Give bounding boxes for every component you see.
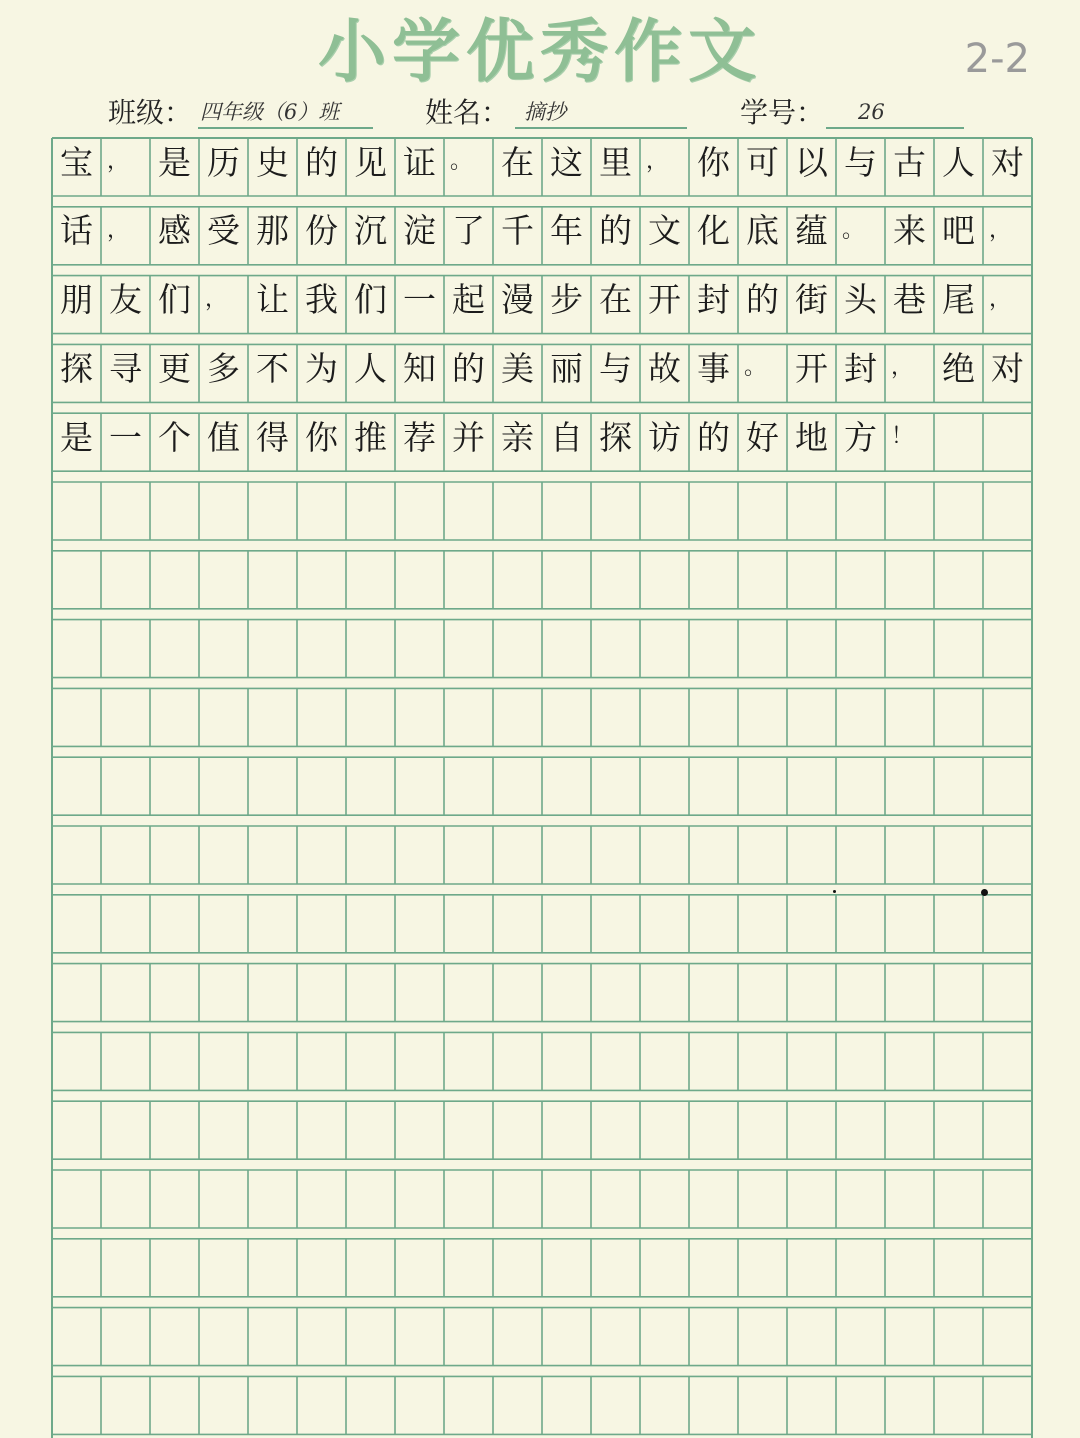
essay-character: 来 <box>893 211 926 251</box>
essay-character: 的 <box>305 142 338 182</box>
essay-character: 起 <box>452 280 485 320</box>
essay-line <box>52 133 1032 191</box>
essay-line <box>52 339 1032 397</box>
essay-character: 的 <box>746 280 779 320</box>
essay-line <box>52 271 1032 329</box>
page-number: 2-2 <box>964 36 1030 82</box>
essay-character: 们 <box>354 280 387 320</box>
essay-character: 方 <box>844 417 877 457</box>
essay-character: 话 <box>60 211 93 251</box>
essay-character: 人 <box>942 142 975 182</box>
name-label: 姓名： <box>425 96 510 129</box>
essay-character: 步 <box>550 280 583 320</box>
essay-character: 在 <box>599 280 632 320</box>
essay-character: 街 <box>795 280 828 320</box>
essay-character: 寻 <box>109 348 142 388</box>
essay-character: 不 <box>256 348 289 388</box>
essay-line <box>52 408 1032 466</box>
essay-character: 古 <box>893 142 926 182</box>
essay-character: 。 <box>450 149 473 174</box>
essay-character: 年 <box>550 211 583 251</box>
essay-character: 友 <box>109 280 142 320</box>
essay-character: 份 <box>305 211 338 251</box>
essay-character: 感 <box>158 211 191 251</box>
essay-character: 访 <box>648 417 681 457</box>
essay-character: 证 <box>403 142 436 182</box>
essay-character: 地 <box>795 417 828 457</box>
essay-character: 让 <box>256 280 289 320</box>
essay-character: 吧 <box>942 211 975 251</box>
essay-character: 推 <box>354 417 387 457</box>
essay-character: 一 <box>109 417 142 457</box>
essay-character: 化 <box>697 211 730 251</box>
essay-character: 。 <box>744 355 767 381</box>
class-label: 班级： <box>108 96 193 129</box>
essay-character: 得 <box>256 417 289 457</box>
essay-character: 受 <box>207 211 240 251</box>
essay-character: 为 <box>305 348 338 388</box>
essay-character: 蕴 <box>795 211 828 251</box>
essay-character: 这 <box>550 142 583 182</box>
essay-character: 事 <box>697 348 730 388</box>
essay-character: 封 <box>844 348 877 388</box>
essay-character: 我 <box>305 280 338 320</box>
essay-character: 丽 <box>550 348 583 388</box>
essay-character: 一 <box>403 280 436 320</box>
essay-character: 漫 <box>501 280 534 320</box>
essay-character: ！ <box>891 424 914 450</box>
essay-character: 可 <box>746 142 779 182</box>
essay-character: 史 <box>256 142 289 182</box>
essay-character: 以 <box>795 142 828 182</box>
ink-dot <box>981 889 988 896</box>
essay-character: 在 <box>501 142 534 182</box>
essay-character: 探 <box>599 417 632 457</box>
essay-character: 美 <box>501 348 534 388</box>
essay-character: 与 <box>844 142 877 182</box>
essay-character: 。 <box>842 217 865 243</box>
essay-character: ， <box>989 217 1012 243</box>
essay-character: 底 <box>746 211 779 251</box>
essay-character: ， <box>107 149 130 174</box>
essay-character: ， <box>205 286 228 312</box>
essay-character: 头 <box>844 280 877 320</box>
essay-character: 了 <box>452 211 485 251</box>
essay-character: ， <box>646 149 669 174</box>
essay-character: ， <box>107 217 130 243</box>
essay-character: 淀 <box>403 211 436 251</box>
essay-line <box>52 202 1032 260</box>
essay-character: 里 <box>599 142 632 182</box>
essay-character: 千 <box>501 211 534 251</box>
name-value: 摘抄 <box>524 100 566 124</box>
essay-character: 文 <box>648 211 681 251</box>
essay-character: ， <box>891 355 914 381</box>
essay-character: 故 <box>648 348 681 388</box>
essay-character: 个 <box>158 417 191 457</box>
class-value: 四年级（6）班 <box>200 100 340 124</box>
essay-character: 对 <box>991 142 1024 182</box>
essay-character: 对 <box>991 348 1024 388</box>
essay-character: 与 <box>599 348 632 388</box>
essay-character: 历 <box>207 142 240 182</box>
essay-character: 的 <box>697 417 730 457</box>
essay-character: 荐 <box>403 417 436 457</box>
essay-character: 探 <box>60 348 93 388</box>
page-title: 小学优秀作文 <box>317 12 762 92</box>
essay-character: 你 <box>305 417 338 457</box>
essay-character: 是 <box>60 417 93 457</box>
student-id-value: 26 <box>858 100 885 124</box>
essay-character: 那 <box>256 211 289 251</box>
essay-character: 并 <box>452 417 485 457</box>
essay-character: 的 <box>599 211 632 251</box>
student-id-label: 学号： <box>740 96 825 129</box>
essay-character: 沉 <box>354 211 387 251</box>
essay-character: 见 <box>354 142 387 182</box>
essay-character: 你 <box>697 142 730 182</box>
essay-character: 亲 <box>501 417 534 457</box>
essay-character: 是 <box>158 142 191 182</box>
essay-character: 们 <box>158 280 191 320</box>
essay-character: ， <box>989 286 1012 312</box>
essay-character: 开 <box>648 280 681 320</box>
essay-character: 的 <box>452 348 485 388</box>
essay-character: 巷 <box>893 280 926 320</box>
essay-character: 值 <box>207 417 240 457</box>
essay-character: 知 <box>403 348 436 388</box>
essay-character: 多 <box>207 348 240 388</box>
essay-character: 自 <box>550 417 583 457</box>
essay-character: 更 <box>158 348 191 388</box>
essay-character: 尾 <box>942 280 975 320</box>
essay-character: 绝 <box>942 348 975 388</box>
essay-character: 人 <box>354 348 387 388</box>
ink-dot <box>833 890 836 893</box>
essay-character: 封 <box>697 280 730 320</box>
essay-character: 开 <box>795 348 828 388</box>
essay-character: 好 <box>746 417 779 457</box>
essay-character: 宝 <box>60 142 93 182</box>
essay-character: 朋 <box>60 280 93 320</box>
